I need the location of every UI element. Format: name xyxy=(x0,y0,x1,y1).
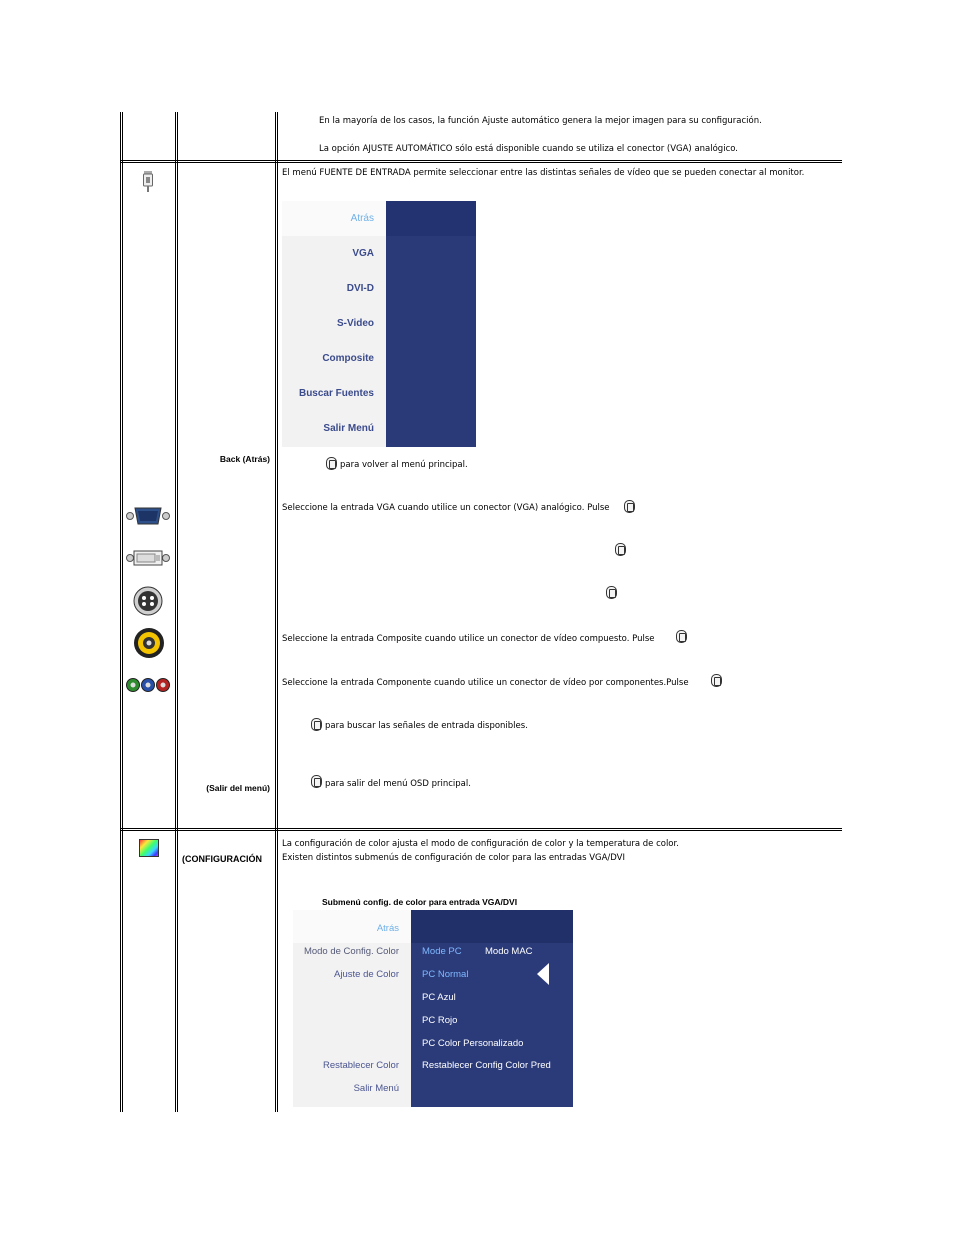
table-col-divider-1b xyxy=(177,112,178,1112)
color-menu-item-back[interactable]: Atrás xyxy=(376,923,399,934)
color-submenu-title: Submenú config. de color para entrada VGA/DVI xyxy=(322,897,518,907)
color-reset-default[interactable]: Restablecer Config Color Pred xyxy=(422,1060,551,1071)
auto-adjust-note: En la mayoría de los casos, la función Ajuste automático genera la mejor imagen para su configuración. xyxy=(319,116,762,126)
table-border-left xyxy=(120,112,121,1112)
menu-button-icon xyxy=(711,674,722,687)
svideo-connector-icon xyxy=(133,586,163,616)
exit-label: (Salir del menú) xyxy=(206,783,270,793)
input-menu-item-exit[interactable]: Salir Menú xyxy=(323,423,374,434)
table-col-divider-2b xyxy=(277,112,278,1112)
input-menu-item-back[interactable]: Atrás xyxy=(350,213,374,224)
color-menu-header-strip-right xyxy=(411,910,573,943)
scan-description: para buscar las señales de entrada disponibles. xyxy=(325,721,528,731)
color-description-1: La configuración de color ajusta el modo de configuración de color y la temperatura de color. xyxy=(282,839,679,849)
color-settings-label: (CONFIGURACIÓN xyxy=(182,854,262,864)
table-col-divider-2 xyxy=(275,112,276,1112)
row-separator-2b xyxy=(120,830,842,831)
composite-connector-icon xyxy=(133,627,165,659)
color-mode-pc[interactable]: Mode PC xyxy=(422,946,462,957)
vga-description: Seleccione la entrada VGA cuando utilice un conector (VGA) analógico. Pulse xyxy=(282,503,610,513)
back-description: para volver al menú principal. xyxy=(340,460,468,470)
color-mode-mac[interactable]: Modo MAC xyxy=(485,946,533,957)
color-preset-pc-normal[interactable]: PC Normal xyxy=(422,969,469,980)
dvi-connector-icon xyxy=(126,549,170,567)
menu-button-icon xyxy=(311,775,322,788)
color-settings-icon xyxy=(139,839,159,857)
input-menu-item-dvid[interactable]: DVI-D xyxy=(346,283,374,294)
auto-adjust-vga-note: La opción AJUSTE AUTOMÁTICO sólo está disponible cuando se utiliza el conector (VGA) analógico. xyxy=(319,144,738,154)
menu-button-icon xyxy=(606,586,617,599)
input-menu-intro: El menú FUENTE DE ENTRADA permite seleccionar entre las distintas señales de vídeo que se pueden conectar al monitor. xyxy=(282,168,805,178)
color-preset-pc-custom[interactable]: PC Color Personalizado xyxy=(422,1038,524,1049)
input-menu-item-scan[interactable]: Buscar Fuentes xyxy=(298,388,374,399)
component-connector-icon xyxy=(126,677,170,693)
input-menu-header-strip-right xyxy=(386,201,476,236)
row-separator-1 xyxy=(120,160,842,161)
row-separator-2 xyxy=(120,828,842,829)
color-menu-item-mode[interactable]: Modo de Config. Color xyxy=(303,946,399,957)
input-menu-item-svideo[interactable]: S-Video xyxy=(336,318,374,329)
menu-button-icon xyxy=(676,630,687,643)
menu-button-icon xyxy=(311,718,322,731)
input-source-icon xyxy=(143,171,153,193)
color-menu-item-adjust[interactable]: Ajuste de Color xyxy=(334,969,399,980)
vga-connector-icon xyxy=(126,506,170,526)
color-preset-pc-blue[interactable]: PC Azul xyxy=(422,992,456,1003)
row-separator-1b xyxy=(120,162,842,163)
back-label: Back (Atrás) xyxy=(219,454,270,464)
selection-arrow-icon xyxy=(537,963,549,985)
menu-button-icon xyxy=(326,457,337,470)
input-menu-item-vga[interactable]: VGA xyxy=(352,248,374,259)
exit-description: para salir del menú OSD principal. xyxy=(325,779,471,789)
table-border-left-inner xyxy=(122,112,123,1112)
composite-description: Seleccione la entrada Composite cuando utilice un conector de vídeo compuesto. Pulse xyxy=(282,634,655,644)
table-col-divider-1 xyxy=(175,112,176,1112)
input-menu-item-composite[interactable]: Composite xyxy=(322,353,374,364)
component-description: Seleccione la entrada Componente cuando utilice un conector de vídeo por componentes.Pulse xyxy=(282,678,689,688)
color-preset-pc-red[interactable]: PC Rojo xyxy=(422,1015,458,1026)
color-menu-item-exit[interactable]: Salir Menú xyxy=(353,1083,399,1094)
color-menu-item-reset[interactable]: Restablecer Color xyxy=(322,1060,399,1071)
menu-button-icon xyxy=(624,500,635,513)
menu-button-icon xyxy=(615,543,626,556)
input-menu-right-panel xyxy=(386,201,476,447)
color-description-2: Existen distintos submenús de configuración de color para las entradas VGA/DVI xyxy=(282,853,626,863)
